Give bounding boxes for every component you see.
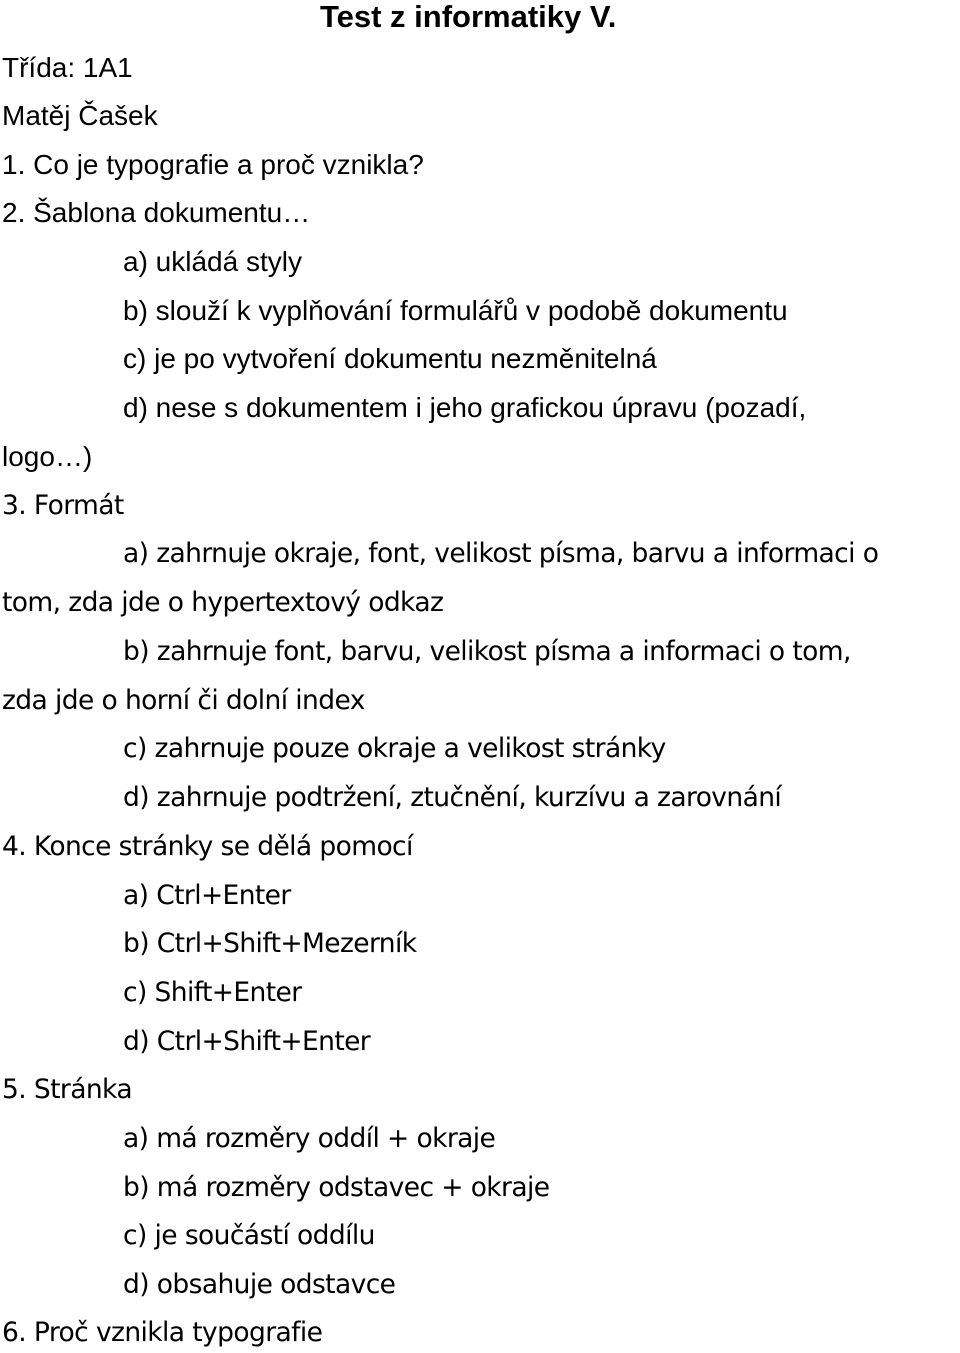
question-3-option-a: a) zahrnuje okraje, font, velikost písma, barvu a informaci o (123, 538, 879, 569)
question-6: 6. Proč vznikla typografie (2, 1317, 323, 1348)
question-5: 5. Stránka (2, 1074, 132, 1105)
question-4-option-d: d) Ctrl+Shift+Enter (123, 1026, 371, 1057)
question-5-option-b: b) má rozměry odstavec + okraje (123, 1172, 550, 1203)
question-5-option-c: c) je součástí oddílu (123, 1220, 375, 1251)
question-2-option-a: a) ukládá styly (123, 246, 302, 277)
question-2-option-d-continuation: logo…) (2, 441, 93, 472)
question-2-option-d: d) nese s dokumentem i jeho grafickou úpravu (pozadí, (123, 392, 807, 423)
question-3-option-b-continuation: zda jde o horní či dolní index (2, 685, 365, 716)
page-title: Test z informatiky V. (320, 0, 617, 34)
question-4-option-c: c) Shift+Enter (123, 977, 302, 1008)
question-3-option-a-continuation: tom, zda jde o hypertextový odkaz (2, 587, 444, 618)
class-line: Třída: 1A1 (2, 52, 133, 83)
question-2: 2. Šablona dokumentu… (2, 197, 311, 228)
question-3-option-c: c) zahrnuje pouze okraje a velikost stránky (123, 733, 666, 764)
question-5-option-d: d) obsahuje odstavce (123, 1269, 396, 1300)
question-3-option-d: d) zahrnuje podtržení, ztučnění, kurzívu a zarovnání (123, 782, 782, 813)
question-4: 4. Konce stránky se dělá pomocí (2, 831, 413, 862)
question-3-option-b: b) zahrnuje font, barvu, velikost písma a informaci o tom, (123, 636, 851, 667)
question-2-option-c: c) je po vytvoření dokumentu nezměnitelná (123, 343, 657, 374)
question-1: 1. Co je typografie a proč vznikla? (2, 149, 424, 180)
question-5-option-a: a) má rozměry oddíl + okraje (123, 1123, 496, 1154)
question-3: 3. Formát (2, 490, 124, 521)
question-4-option-b: b) Ctrl+Shift+Mezerník (123, 928, 417, 959)
student-name: Matěj Čašek (2, 100, 158, 131)
question-4-option-a: a) Ctrl+Enter (123, 880, 291, 911)
question-2-option-b: b) slouží k vyplňování formulářů v podobě dokumentu (123, 295, 788, 326)
